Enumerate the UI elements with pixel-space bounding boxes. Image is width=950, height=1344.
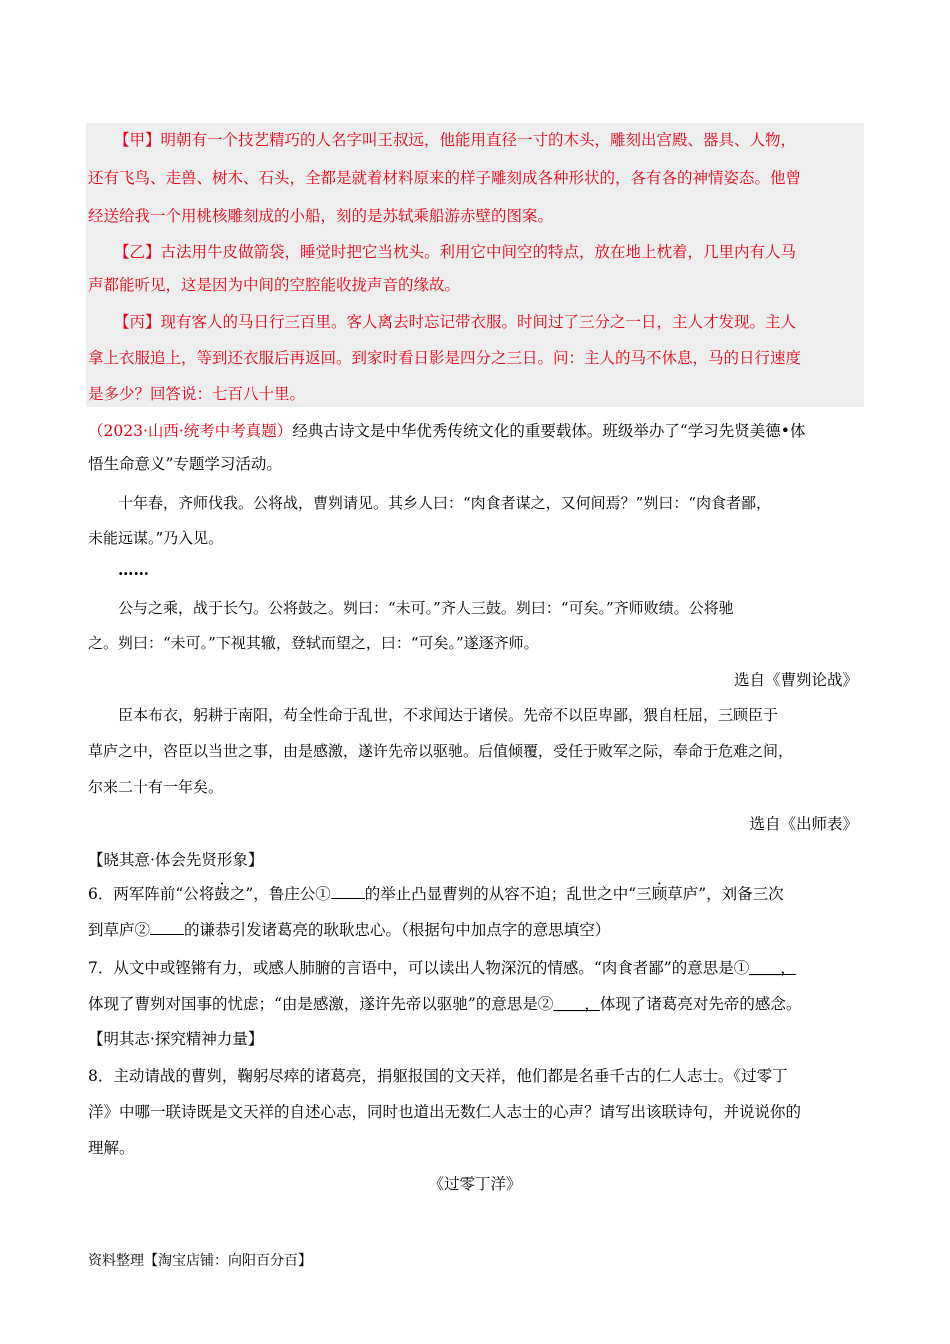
answer-jia-line-2: 还有飞鸟、走兽、树木、石头，全都是就着材料原来的样子雕刻成各种形状的，各有各的神情姿态。他曾 bbox=[88, 169, 802, 187]
question-intro-line-1 bbox=[88, 419, 805, 441]
q6-text-d: 草庐”，刘备三次 bbox=[667, 885, 784, 903]
question-source-tag: （2023·山西·统考中考真题） bbox=[88, 422, 293, 440]
source-caogui: 选自《曹刿论战》 bbox=[733, 671, 858, 689]
chushi-line-3: 尔来二十有一年矣。 bbox=[88, 778, 224, 796]
question-8-line-3: 理解。 bbox=[88, 1139, 135, 1157]
q6-text-f: 的谦恭引发诸葛亮的耿耿忠心。（根据句中加点字的意思填空） bbox=[184, 921, 611, 939]
question-intro-line-2: 悟生命意义”专题学习活动。 bbox=[88, 455, 282, 473]
caogui-line-2: 未能远谋。”乃入见。 bbox=[88, 529, 224, 547]
question-8-line-1: 8．主动请战的曹刿，鞠躬尽瘁的诸葛亮，捐躯报国的文天祥，他们都是名垂千古的仁人志士。《过零丁 bbox=[88, 1067, 788, 1085]
q6-text-c: 的举止凸显曹刿的从容不迫；乱世之中“三 bbox=[364, 885, 652, 903]
q6-text-b: 之”，鲁庄公① bbox=[229, 885, 331, 903]
chushi-line-1: 臣本布衣，躬耕于南阳，苟全性命于乱世，不求闻达于诸侯。先帝不以臣卑鄙，猥自枉屈，三顾臣于 bbox=[118, 706, 779, 724]
caogui-line-4: 之。刿曰：“未可。”下视其辙，登轼而望之，曰：“可矣。”遂逐齐师。 bbox=[88, 634, 539, 652]
answer-bing-line-3: 是多少？回答说：七百八十里。 bbox=[88, 385, 306, 403]
question-6-line-2 bbox=[88, 918, 610, 940]
answer-yi-line-1: 【乙】古法用牛皮做箭袋，睡觉时把它当枕头。利用它中间空的特点，放在地上枕着，几里内有人马 bbox=[114, 243, 797, 261]
passage-ellipsis: …… bbox=[118, 560, 149, 579]
q7-text-b: 体现了曹刿对国事的忧虑；“由是感激，遂许先帝以驱驰”的意思是② bbox=[88, 995, 554, 1013]
q6-text-e: 到草庐② bbox=[88, 921, 151, 939]
q7-blank-2[interactable]: ＿＿， bbox=[553, 995, 600, 1013]
answer-bing-line-2: 拿上衣服追上，等到还衣服后再返回。到家时看日影是四分之三日。问：主人的马不休息，马的日行速度 bbox=[88, 349, 802, 367]
q7-text-a: 7．从文中或铿锵有力，或感人肺腑的言语中，可以读出人物深沉的情感。“肉食者鄙”的意思是① bbox=[88, 959, 750, 977]
answer-jia-line-3: 经送给我一个用桃核雕刻成的小船，刻的是苏轼乘船游赤壁的图案。 bbox=[88, 207, 554, 225]
section-heading-1: 【晓其意·体会先贤形象】 bbox=[88, 851, 264, 869]
source-chushi: 选自《出师表》 bbox=[749, 815, 858, 833]
q6-blank-2[interactable] bbox=[150, 918, 184, 935]
question-7-line-2 bbox=[88, 992, 801, 1014]
poem-title: 《过零丁洋》 bbox=[428, 1175, 522, 1193]
question-6-line-1 bbox=[88, 882, 784, 904]
q6-text-a: 6．两军阵前“公将 bbox=[88, 885, 215, 903]
q7-text-c: 体现了诸葛亮对先帝的感念。 bbox=[599, 995, 802, 1013]
page-footer: 资料整理【淘宝店铺：向阳百分百】 bbox=[88, 1253, 312, 1269]
question-8-line-2: 洋》中哪一联诗既是文天祥的自述心志，同时也道出无数仁人志士的心声？请写出该联诗句，并说说你的 bbox=[88, 1103, 802, 1121]
section-heading-2: 【明其志·探究精神力量】 bbox=[88, 1030, 264, 1048]
answer-yi-line-2: 声都能听见，这是因为中间的空腔能收拢声音的缘故。 bbox=[88, 276, 461, 294]
caogui-line-3: 公与之乘，战于长勺。公将鼓之。刿曰：“未可。”齐人三鼓。刿曰：“可矣。”齐师败绩。公将驰 bbox=[118, 599, 734, 617]
q6-dotted-char-1: 鼓 bbox=[214, 885, 230, 903]
q6-blank-1[interactable] bbox=[331, 882, 365, 899]
question-intro-text: 经典古诗文是中华优秀传统文化的重要载体。班级举办了“学习先贤美德•体 bbox=[292, 422, 806, 440]
answer-bing-line-1: 【丙】现有客人的马日行三百里。客人离去时忘记带衣服。时间过了三分之一日，主人才发现。主人 bbox=[114, 313, 797, 331]
chushi-line-2: 草庐之中，咨臣以当世之事，由是感激，遂许先帝以驱驰。后值倾覆，受任于败军之际，奉命于危难之间， bbox=[88, 742, 794, 760]
q7-blank-1[interactable]: ＿＿， bbox=[749, 959, 796, 977]
answer-jia-line-1: 【甲】明朝有一个技艺精巧的人名字叫王叔远，他能用直径一寸的木头，雕刻出宫殿、器具、人物， bbox=[114, 131, 797, 149]
caogui-line-1: 十年春，齐师伐我。公将战，曹刿请见。其乡人曰：“肉食者谋之，又何间焉？”刿曰：“肉食者鄙， bbox=[118, 494, 772, 512]
question-7-line-1 bbox=[88, 956, 796, 978]
q6-dotted-char-2: 顾 bbox=[651, 885, 668, 903]
